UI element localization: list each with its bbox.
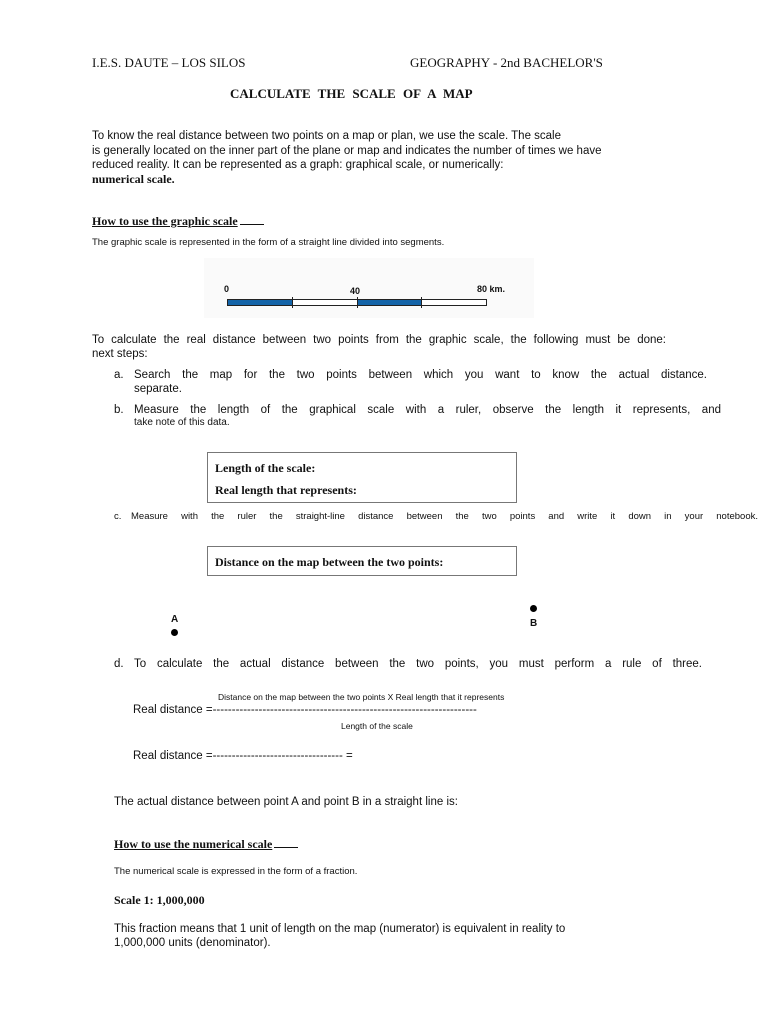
- formula-line: Real distance =---------------------------------------------------------------------: [133, 704, 477, 716]
- page-title: CALCULATE THE SCALE OF A MAP: [230, 86, 473, 101]
- formula-denominator: Length of the scale: [341, 721, 413, 731]
- intro-line-bold: numerical scale.: [92, 172, 175, 186]
- intro-line: To know the real distance between two points on a map or plan, we use the scale. The scale: [92, 130, 562, 142]
- conclusion-text: The actual distance between point A and point B in a straight line is:: [114, 796, 458, 808]
- explanation-line: 1,000,000 units (denominator).: [114, 937, 271, 949]
- numerical-scale-description: The numerical scale is expressed in the form of a fraction.: [114, 866, 358, 877]
- step-c-marker: c.: [114, 511, 122, 522]
- step-b-text-cont: take note of this data.: [134, 417, 230, 428]
- intro-line: is generally located on the inner part of the plane or map and indicates the number of times we have: [92, 145, 602, 157]
- scale-segment-3: [357, 300, 421, 305]
- point-a-dot: [171, 629, 178, 636]
- point-b-label: B: [530, 618, 538, 629]
- map-distance-label: Distance on the map between the two points:: [215, 555, 444, 569]
- graphic-scale-figure: [204, 258, 534, 318]
- scale-bar: [227, 299, 487, 306]
- steps-intro-line: To calculate the real distance between two points from the graphic scale, the following must be done:: [92, 334, 666, 346]
- scale-tick: [292, 297, 293, 308]
- step-b-marker: b.: [114, 404, 124, 416]
- heading-underline: [240, 214, 264, 225]
- scale-label-80: 80 km.: [477, 284, 506, 294]
- school-name: I.E.S. DAUTE – LOS SILOS: [92, 55, 246, 70]
- scale-tick: [357, 297, 358, 308]
- step-a-text: Search the map for the two points between which you want to know the actual distance.: [134, 369, 707, 381]
- explanation-line: This fraction means that 1 unit of length on the map (numerator) is equivalent in reality to: [114, 923, 566, 935]
- step-a-marker: a.: [114, 369, 124, 381]
- scale-length-box: [207, 452, 517, 503]
- section-heading-numerical: [114, 837, 298, 852]
- scale-length-label: Length of the scale:: [215, 461, 316, 475]
- scale-label-0: 0: [224, 284, 230, 294]
- real-length-label: Real length that represents:: [215, 483, 357, 497]
- heading-text: How to use the numerical scale: [114, 837, 273, 851]
- step-b-text: Measure the length of the graphical scale with a ruler, observe the length it represents, and: [134, 404, 721, 416]
- heading-text: How to use the graphic scale: [92, 214, 238, 228]
- formula-numerator: Distance on the map between the two points X Real length that it represents: [218, 692, 505, 702]
- scale-label-40: 40: [350, 286, 361, 296]
- step-d-text: To calculate the actual distance between the two points, you must perform a rule of three.: [134, 658, 702, 670]
- intro-line: reduced reality. It can be represented as a graph: graphical scale, or numerically:: [92, 159, 504, 171]
- formula-line-2: Real distance =---------------------------------- =: [133, 750, 353, 762]
- scale-segment-1: [228, 300, 292, 305]
- steps-intro-line: next steps:: [92, 348, 148, 360]
- map-distance-box: [207, 546, 517, 576]
- scale-tick: [421, 297, 422, 308]
- point-b-dot: [530, 605, 537, 612]
- step-d-marker: d.: [114, 658, 124, 670]
- scale-example: Scale 1: 1,000,000: [114, 893, 205, 907]
- point-a-label: A: [171, 614, 179, 625]
- heading-underline: [274, 837, 298, 848]
- step-a-text-cont: separate.: [134, 383, 182, 395]
- step-c-text: Measure with the ruler the straight-line distance between the two points and write it down in your notebook.: [131, 511, 758, 522]
- subject-name: GEOGRAPHY - 2nd BACHELOR'S: [410, 55, 603, 70]
- section-heading-graphic: [92, 214, 264, 229]
- graphic-scale-description: The graphic scale is represented in the form of a straight line divided into segments.: [92, 237, 445, 248]
